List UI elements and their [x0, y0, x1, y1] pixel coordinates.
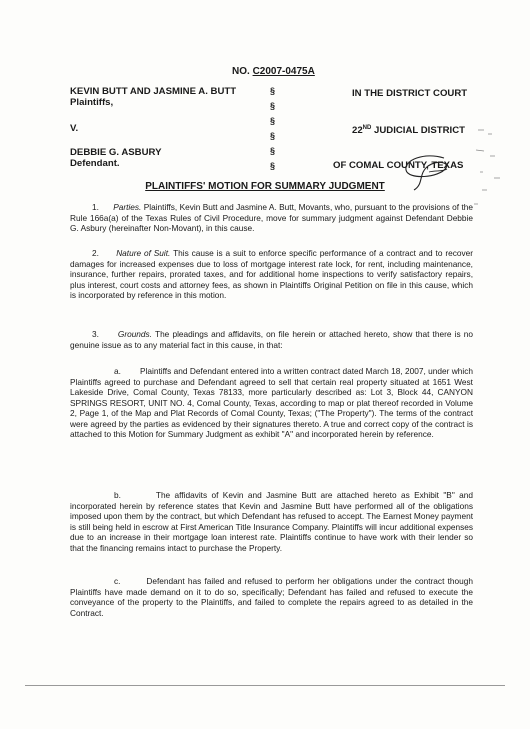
- defendant-name: DEBBIE G. ASBURY: [70, 147, 162, 158]
- caption-separator-3: §: [270, 116, 276, 126]
- caption-separator-1: §: [270, 86, 276, 96]
- document-title: PLAINTIFFS' MOTION FOR SUMMARY JUDGMENT: [145, 181, 385, 192]
- paragraph-parties: 1. Parties. Plaintiffs, Kevin Butt and Jasmine A. Butt, Movants, who, pursuant to the provisions of the Rule 166a(a) of the Texas Rules of Civil Procedure, move for summary judgment against Defendant Debbie G. Asbury (hereinafter Non-Movant), in this cause.: [70, 202, 473, 233]
- defendant-caption: [70, 147, 162, 169]
- page-bottom-rule: [25, 685, 505, 686]
- county-state: OF COMAL COUNTY, TEXAS: [333, 160, 464, 171]
- plaintiffs-caption: [70, 86, 236, 108]
- court-name: IN THE DISTRICT COURT: [352, 88, 468, 99]
- caption-separator-6: §: [270, 161, 276, 171]
- scan-margin-marks: [470, 120, 510, 210]
- judicial-district: 22ND JUDICIAL DISTRICT: [352, 125, 465, 137]
- plaintiffs-names: KEVIN BUTT AND JASMINE A. BUTT: [70, 86, 237, 97]
- caption-separator-2: §: [270, 101, 276, 111]
- subparagraph-a: a. Plaintiffs and Defendant entered into a written contract dated March 18, 2007, under which Plaintiffs agreed to purchase and Defendant agreed to sell that certain real property situated at 1651 West Lakeside Drive, Comal County, Texas 78133, more particularly described as: Lot 3, Block 44, CANYON SPRINGS RESORT, UNIT NO. 4, Comal County, Texas, according to map or plat thereof recorded in Volume 2, Page 1, of the Map and Plat Records of Comal County, Texas; ("The Property"). The terms of the contract were agreed by the parties as evidenced by their signatures thereto. A true and correct copy of the contract is attached to this Motion for Summary Judgment as exhibit "A" and incorporated herein by reference.: [70, 366, 473, 439]
- defendant-role: Defendant.: [70, 158, 120, 169]
- paragraph-grounds: 3. Grounds. The pleadings and affidavits, on file herein or attached hereto, show that there is no genuine issue as to any material fact in this cause, in that:: [70, 329, 473, 350]
- case-number-value: C2007-0475A: [252, 66, 315, 77]
- versus-label: V.: [70, 123, 79, 134]
- paragraph-nature-of-suit: 2. Nature of Suit. This cause is a suit to enforce specific performance of a contract and to recover damages for increased expenses due to loss of mortgage interest rate lock, for rent, including maintenance, insurance, further repairs, prorated taxes, and for additional home inspections to verify satisfactory repairs, plus interest, court costs and attorney fees, as shown in Plaintiffs Original Petition on file in this cause, which is incorporated by reference in this motion.: [70, 248, 473, 300]
- plaintiffs-role: Plaintiffs,: [70, 97, 114, 108]
- caption-separator-4: §: [270, 131, 276, 141]
- subparagraph-c: c. Defendant has failed and refused to perform her obligations under the contract though Plaintiffs have made demand on it to do so, specifically; Defendant has failed and refused to execute the conveyance of the property to the Plaintiffs, and failed to complete the repairs agreed to as detailed in the Contract.: [70, 576, 473, 618]
- subparagraph-b: b. The affidavits of Kevin and Jasmine Butt are attached hereto as Exhibit "B" and incorporated herein by reference states that Kevin and Jasmine Butt have performed all of the obligations imposed upon them by the contract, but which Defendant has refused to accept. The Earnest Money payment is still being held in escrow at First American Title Insurance Company. Plaintiffs will incur additional expenses due to an increase in their mortgage loan interest rate. Plaintiffs continue to have work with their lender so that the financing remains intact to purchase the Property.: [70, 490, 473, 553]
- case-number: NO. C2007-0475A: [232, 66, 315, 77]
- caption-separator-5: §: [270, 146, 276, 156]
